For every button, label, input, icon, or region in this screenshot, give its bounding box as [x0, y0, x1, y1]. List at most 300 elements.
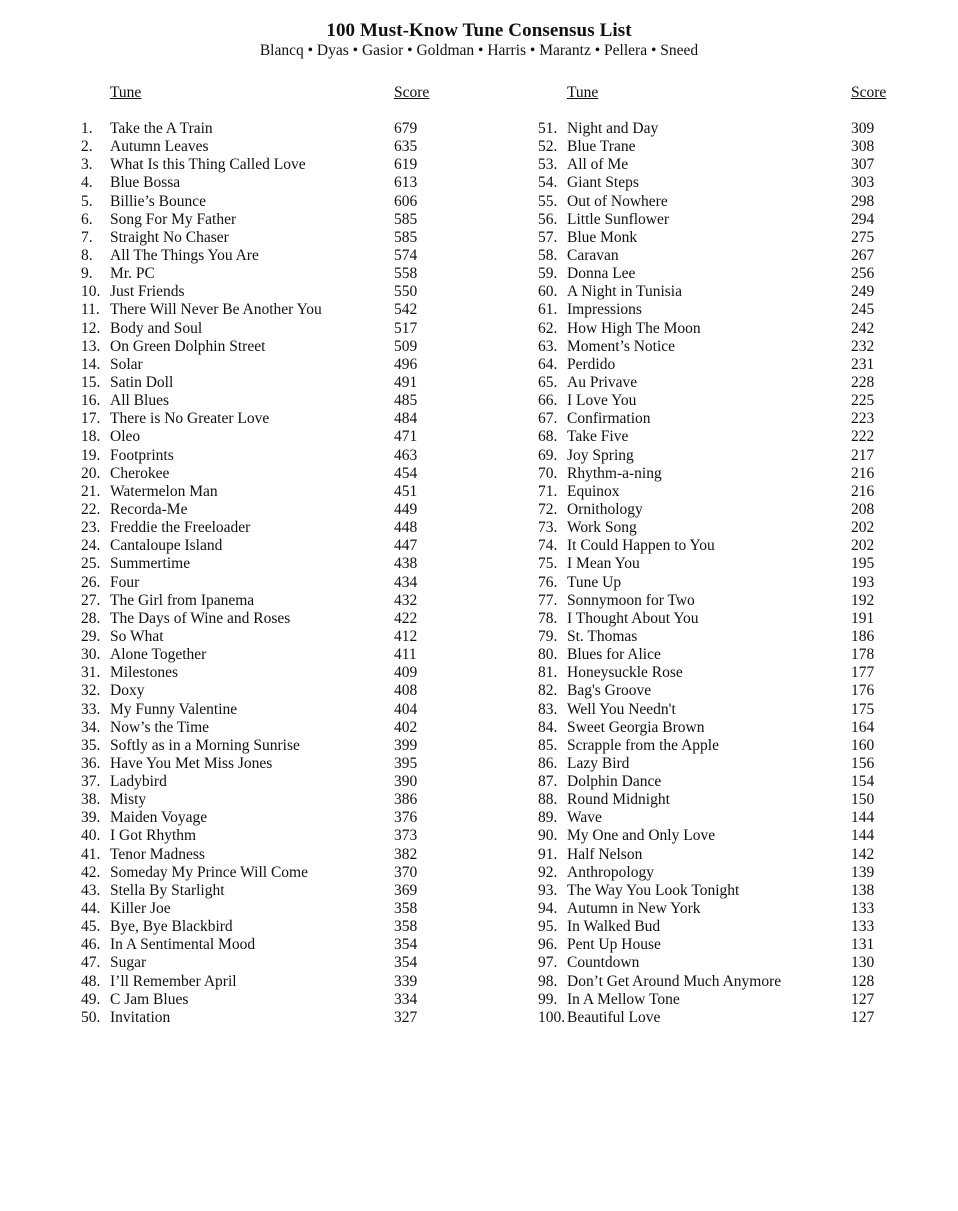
tune-score: 485 [394, 392, 418, 410]
tune-rank: 82. [538, 682, 558, 700]
tune-rank: 62. [538, 319, 558, 337]
tune-score: 307 [851, 156, 875, 174]
tune-title: Stella By Starlight [110, 881, 225, 899]
tune-rank: 92. [538, 863, 558, 881]
tune-row [538, 592, 898, 610]
tune-title: Joy Spring [567, 446, 634, 464]
tune-title: Autumn Leaves [110, 138, 209, 156]
tune-row [81, 555, 441, 573]
tune-row [81, 737, 441, 755]
tune-rank: 77. [538, 591, 558, 609]
tune-title: Lazy Bird [567, 754, 630, 772]
tune-row [538, 936, 898, 954]
tune-score: 463 [394, 446, 418, 464]
tune-title: Ladybird [110, 773, 167, 791]
tune-row [81, 193, 441, 211]
tune-row [538, 918, 898, 936]
tune-score: 232 [851, 337, 875, 355]
tune-title: Au Privave [567, 373, 638, 391]
tune-title: Round Midnight [567, 791, 670, 809]
tune-row [538, 320, 898, 338]
tune-title: Take the A Train [110, 120, 213, 137]
tune-row [81, 701, 441, 719]
tune-row [81, 900, 441, 918]
tune-title: I Mean You [567, 555, 640, 573]
tune-rank: 94. [538, 900, 558, 918]
tune-score: 231 [851, 355, 875, 373]
tune-rank: 5. [81, 192, 93, 210]
tune-title: All of Me [567, 156, 629, 174]
tune-rank: 97. [538, 954, 558, 972]
right-score-header: Score [851, 84, 887, 101]
tune-row [81, 320, 441, 338]
tune-score: 228 [851, 373, 875, 391]
tune-title: Killer Joe [110, 900, 171, 918]
tune-rank: 32. [81, 682, 101, 700]
tune-row [81, 211, 441, 229]
tune-score: 327 [394, 1008, 418, 1026]
tune-row [81, 592, 441, 610]
tune-rank: 26. [81, 573, 101, 591]
tune-score: 369 [394, 881, 418, 899]
tune-score: 178 [851, 646, 875, 664]
tune-row [81, 465, 441, 483]
tune-row [81, 973, 441, 991]
tune-score: 267 [851, 246, 875, 264]
tune-rank: 41. [81, 845, 101, 863]
left-score-header: Score [394, 84, 430, 101]
tune-rank: 23. [81, 519, 101, 537]
tune-rank: 66. [538, 392, 558, 410]
tune-rank: 14. [81, 355, 101, 373]
tune-row [81, 283, 441, 301]
tune-title: Invitation [110, 1008, 171, 1026]
tune-rank: 48. [81, 972, 101, 990]
tune-rank: 75. [538, 555, 558, 573]
tune-title: C Jam Blues [110, 990, 189, 1008]
tune-row [538, 719, 898, 737]
tune-score: 164 [851, 718, 875, 736]
tune-score: 373 [394, 827, 418, 845]
right-tune-header: Tune [567, 84, 599, 101]
tune-rank: 73. [538, 519, 558, 537]
tune-rank: 15. [81, 373, 101, 391]
tune-rank: 78. [538, 609, 558, 627]
tune-score: 447 [394, 537, 418, 555]
tune-rank: 19. [81, 446, 101, 464]
tune-rank: 27. [81, 591, 101, 609]
tune-rank: 76. [538, 573, 558, 591]
tune-title: I’ll Remember April [110, 972, 237, 990]
tune-score: 422 [394, 609, 418, 627]
tune-title: Bag's Groove [567, 682, 652, 700]
tune-title: Cherokee [110, 464, 170, 482]
tune-rank: 44. [81, 900, 101, 918]
tune-row [81, 410, 441, 428]
tune-score: 354 [394, 954, 418, 972]
tune-rank: 99. [538, 990, 558, 1008]
tune-title: Bye, Bye Blackbird [110, 918, 233, 936]
tune-score: 438 [394, 555, 418, 573]
tune-score: 606 [394, 192, 418, 210]
tune-row [81, 918, 441, 936]
tune-title: Countdown [567, 954, 640, 972]
tune-rank: 12. [81, 319, 101, 337]
tune-row [81, 610, 441, 628]
tune-title: The Girl from Ipanema [110, 591, 255, 609]
tune-rank: 33. [81, 700, 101, 718]
tune-title: Milestones [110, 664, 179, 682]
tune-score: 202 [851, 537, 875, 555]
tune-rank: 4. [81, 174, 93, 192]
tune-row [81, 864, 441, 882]
tune-row [81, 719, 441, 737]
tune-row [538, 827, 898, 845]
tune-rank: 37. [81, 773, 101, 791]
tune-rank: 72. [538, 500, 558, 518]
tune-rank: 58. [538, 246, 558, 264]
tune-rank: 71. [538, 482, 558, 500]
tune-row [538, 900, 898, 918]
tune-score: 309 [851, 120, 875, 137]
tune-score: 133 [851, 900, 875, 918]
tune-score: 150 [851, 791, 875, 809]
tune-score: 245 [851, 301, 875, 319]
tune-row [538, 991, 898, 1009]
tune-title: Four [110, 573, 140, 591]
tune-row [538, 120, 898, 138]
tune-score: 613 [394, 174, 418, 192]
tune-row [538, 1009, 898, 1027]
tune-score: 550 [394, 283, 418, 301]
tune-title: Pent Up House [567, 936, 661, 954]
tune-rank: 34. [81, 718, 101, 736]
tune-score: 222 [851, 428, 875, 446]
tune-rank: 56. [538, 210, 558, 228]
tune-rank: 69. [538, 446, 558, 464]
tune-row [538, 701, 898, 719]
tune-score: 308 [851, 138, 875, 156]
tune-title: Giant Steps [567, 174, 639, 192]
tune-row [81, 156, 441, 174]
tune-row [538, 193, 898, 211]
tune-rank: 30. [81, 646, 101, 664]
tune-row [538, 682, 898, 700]
tune-rank: 70. [538, 464, 558, 482]
tune-score: 409 [394, 664, 418, 682]
tune-rank: 59. [538, 265, 558, 283]
tune-title: Tenor Madness [110, 845, 205, 863]
tune-score: 408 [394, 682, 418, 700]
tune-rank: 88. [538, 791, 558, 809]
tune-row [538, 791, 898, 809]
tune-title: Sugar [110, 954, 147, 972]
tune-score: 154 [851, 773, 875, 791]
tune-rank: 80. [538, 646, 558, 664]
tune-title: Maiden Voyage [110, 809, 208, 827]
tune-rank: 9. [81, 265, 93, 283]
tune-row [81, 628, 441, 646]
tune-rank: 18. [81, 428, 101, 446]
tune-score: 334 [394, 990, 418, 1008]
tune-title: There Will Never Be Another You [110, 301, 322, 319]
tune-title: Now’s the Time [110, 718, 210, 736]
tune-row [538, 773, 898, 791]
tune-title: Doxy [110, 682, 145, 700]
tune-title: Blues for Alice [567, 646, 661, 664]
tune-rank: 49. [81, 990, 101, 1008]
tune-row [538, 809, 898, 827]
tune-rank: 38. [81, 791, 101, 809]
tune-score: 191 [851, 609, 875, 627]
tune-title: All The Things You Are [110, 246, 259, 264]
tune-rank: 51. [538, 120, 558, 137]
tune-row [538, 301, 898, 319]
tune-row [538, 392, 898, 410]
tune-score: 390 [394, 773, 418, 791]
tune-title: It Could Happen to You [567, 537, 715, 555]
tune-score: 160 [851, 736, 875, 754]
tune-score: 195 [851, 555, 875, 573]
tune-row [81, 374, 441, 392]
tune-score: 144 [851, 809, 875, 827]
tune-title: So What [110, 627, 164, 645]
tune-rank: 3. [81, 156, 93, 174]
tune-rank: 61. [538, 301, 558, 319]
tune-rank: 40. [81, 827, 101, 845]
tune-row [81, 827, 441, 845]
tune-row [538, 374, 898, 392]
tune-row [81, 936, 441, 954]
tune-row [538, 247, 898, 265]
tune-title: I Thought About You [567, 609, 699, 627]
tune-title: Moment’s Notice [567, 337, 676, 355]
tune-score: 133 [851, 918, 875, 936]
tune-row [81, 791, 441, 809]
tune-title: The Way You Look Tonight [567, 881, 740, 899]
tune-row [538, 628, 898, 646]
tune-row [538, 283, 898, 301]
tune-score: 216 [851, 482, 875, 500]
tune-title: Equinox [567, 482, 620, 500]
tune-title: In A Sentimental Mood [110, 936, 256, 954]
tune-row [538, 356, 898, 374]
tune-score: 139 [851, 863, 875, 881]
tune-score: 223 [851, 410, 875, 428]
tune-score: 175 [851, 700, 875, 718]
tune-title: Ornithology [567, 500, 643, 518]
tune-rank: 42. [81, 863, 101, 881]
tune-row [538, 174, 898, 192]
tune-row [538, 555, 898, 573]
tune-score: 386 [394, 791, 418, 809]
tune-title: Scrapple from the Apple [567, 736, 719, 754]
tune-row [538, 265, 898, 283]
tune-row [538, 755, 898, 773]
tune-score: 370 [394, 863, 418, 881]
tune-score: 303 [851, 174, 875, 192]
tune-score: 382 [394, 845, 418, 863]
tune-row [538, 610, 898, 628]
tune-title: Rhythm-a-ning [567, 464, 662, 482]
tune-score: 509 [394, 337, 418, 355]
tune-rank: 22. [81, 500, 101, 518]
tune-rank: 87. [538, 773, 558, 791]
tune-row [81, 138, 441, 156]
tune-rank: 16. [81, 392, 101, 410]
tune-score: 354 [394, 936, 418, 954]
tune-row [81, 991, 441, 1009]
tune-score: 138 [851, 881, 875, 899]
tune-rank: 7. [81, 228, 93, 246]
tune-title: Don’t Get Around Much Anymore [567, 972, 782, 990]
tune-rank: 91. [538, 845, 558, 863]
tune-title: Night and Day [567, 120, 659, 137]
tune-list-right [538, 120, 898, 1027]
tune-rank: 46. [81, 936, 101, 954]
tune-row [538, 864, 898, 882]
tune-row [81, 338, 441, 356]
tune-score: 128 [851, 972, 875, 990]
tune-score: 432 [394, 591, 418, 609]
tune-title: Take Five [567, 428, 629, 446]
tune-rank: 52. [538, 138, 558, 156]
tune-title: Impressions [567, 301, 642, 319]
tune-score: 402 [394, 718, 418, 736]
tune-rank: 64. [538, 355, 558, 373]
tune-row [81, 646, 441, 664]
tune-rank: 57. [538, 228, 558, 246]
tune-title: Body and Soul [110, 319, 203, 337]
tune-row [538, 646, 898, 664]
tune-row [538, 410, 898, 428]
tune-rank: 95. [538, 918, 558, 936]
tune-score: 193 [851, 573, 875, 591]
tune-title: Blue Trane [567, 138, 636, 156]
tune-title: A Night in Tunisia [567, 283, 682, 301]
tune-row [538, 737, 898, 755]
tune-title: Song For My Father [110, 210, 237, 228]
tune-title: Summertime [110, 555, 191, 573]
tune-rank: 11. [81, 301, 100, 319]
tune-row [538, 954, 898, 972]
tune-rank: 54. [538, 174, 558, 192]
tune-title: Blue Bossa [110, 174, 181, 192]
tune-score: 127 [851, 990, 875, 1008]
tune-rank: 47. [81, 954, 101, 972]
tune-row [81, 356, 441, 374]
tune-row [538, 882, 898, 900]
tune-title: How High The Moon [567, 319, 701, 337]
tune-row [538, 338, 898, 356]
tune-rank: 90. [538, 827, 558, 845]
tune-title: Work Song [567, 519, 637, 537]
tune-title: Recorda-Me [110, 500, 188, 518]
tune-rank: 45. [81, 918, 101, 936]
tune-rank: 31. [81, 664, 101, 682]
tune-score: 177 [851, 664, 875, 682]
tune-score: 451 [394, 482, 418, 500]
left-tune-header: Tune [110, 84, 142, 101]
tune-score: 412 [394, 627, 418, 645]
tune-title: Just Friends [110, 283, 185, 301]
tune-title: Dolphin Dance [567, 773, 662, 791]
tune-score: 358 [394, 900, 418, 918]
tune-title: Solar [110, 355, 143, 373]
tune-rank: 17. [81, 410, 101, 428]
tune-title: Footprints [110, 446, 174, 464]
tune-score: 411 [394, 646, 417, 664]
tune-title: Out of Nowhere [567, 192, 668, 210]
tune-row [538, 483, 898, 501]
tune-score: 619 [394, 156, 418, 174]
tune-title: My One and Only Love [567, 827, 716, 845]
tune-score: 434 [394, 573, 418, 591]
tune-title: St. Thomas [567, 627, 638, 645]
tune-rank: 96. [538, 936, 558, 954]
tune-rank: 13. [81, 337, 101, 355]
tune-title: Misty [110, 791, 147, 809]
tune-title: On Green Dolphin Street [110, 337, 266, 355]
tune-title: Billie’s Bounce [110, 192, 207, 210]
tune-rank: 85. [538, 736, 558, 754]
tune-row [538, 574, 898, 592]
tune-title: Straight No Chaser [110, 228, 229, 246]
tune-score: 517 [394, 319, 418, 337]
tune-rank: 74. [538, 537, 558, 555]
tune-rank: 79. [538, 627, 558, 645]
tune-score: 294 [851, 210, 875, 228]
tune-score: 225 [851, 392, 875, 410]
tune-row [81, 519, 441, 537]
tune-row [538, 846, 898, 864]
tune-score: 298 [851, 192, 875, 210]
tune-title: Oleo [110, 428, 141, 446]
tune-rank: 35. [81, 736, 101, 754]
tune-rank: 43. [81, 881, 101, 899]
tune-rank: 93. [538, 881, 558, 899]
tune-title: Perdido [567, 355, 616, 373]
tune-score: 242 [851, 319, 875, 337]
tune-rank: 89. [538, 809, 558, 827]
tune-row [81, 882, 441, 900]
tune-title: Well You Needn't [567, 700, 676, 718]
tune-row [81, 755, 441, 773]
tune-score: 679 [394, 120, 418, 137]
tune-rank: 55. [538, 192, 558, 210]
tune-title: Donna Lee [567, 265, 636, 283]
tune-title: All Blues [110, 392, 169, 410]
tune-title: Tune Up [567, 573, 622, 591]
tune-row [538, 519, 898, 537]
tune-title: In Walked Bud [567, 918, 661, 936]
tune-score: 574 [394, 246, 418, 264]
tune-title: Someday My Prince Will Come [110, 863, 308, 881]
tune-title: Cantaloupe Island [110, 537, 223, 555]
tune-row [81, 265, 441, 283]
tune-rank: 39. [81, 809, 101, 827]
tune-row [538, 156, 898, 174]
tune-list-left [81, 120, 441, 1027]
tune-rank: 2. [81, 138, 93, 156]
tune-row [81, 574, 441, 592]
tune-rank: 83. [538, 700, 558, 718]
tune-score: 339 [394, 972, 418, 990]
tune-row [81, 664, 441, 682]
tune-row [81, 428, 441, 446]
tune-rank: 67. [538, 410, 558, 428]
tune-title: Sonnymoon for Two [567, 591, 695, 609]
